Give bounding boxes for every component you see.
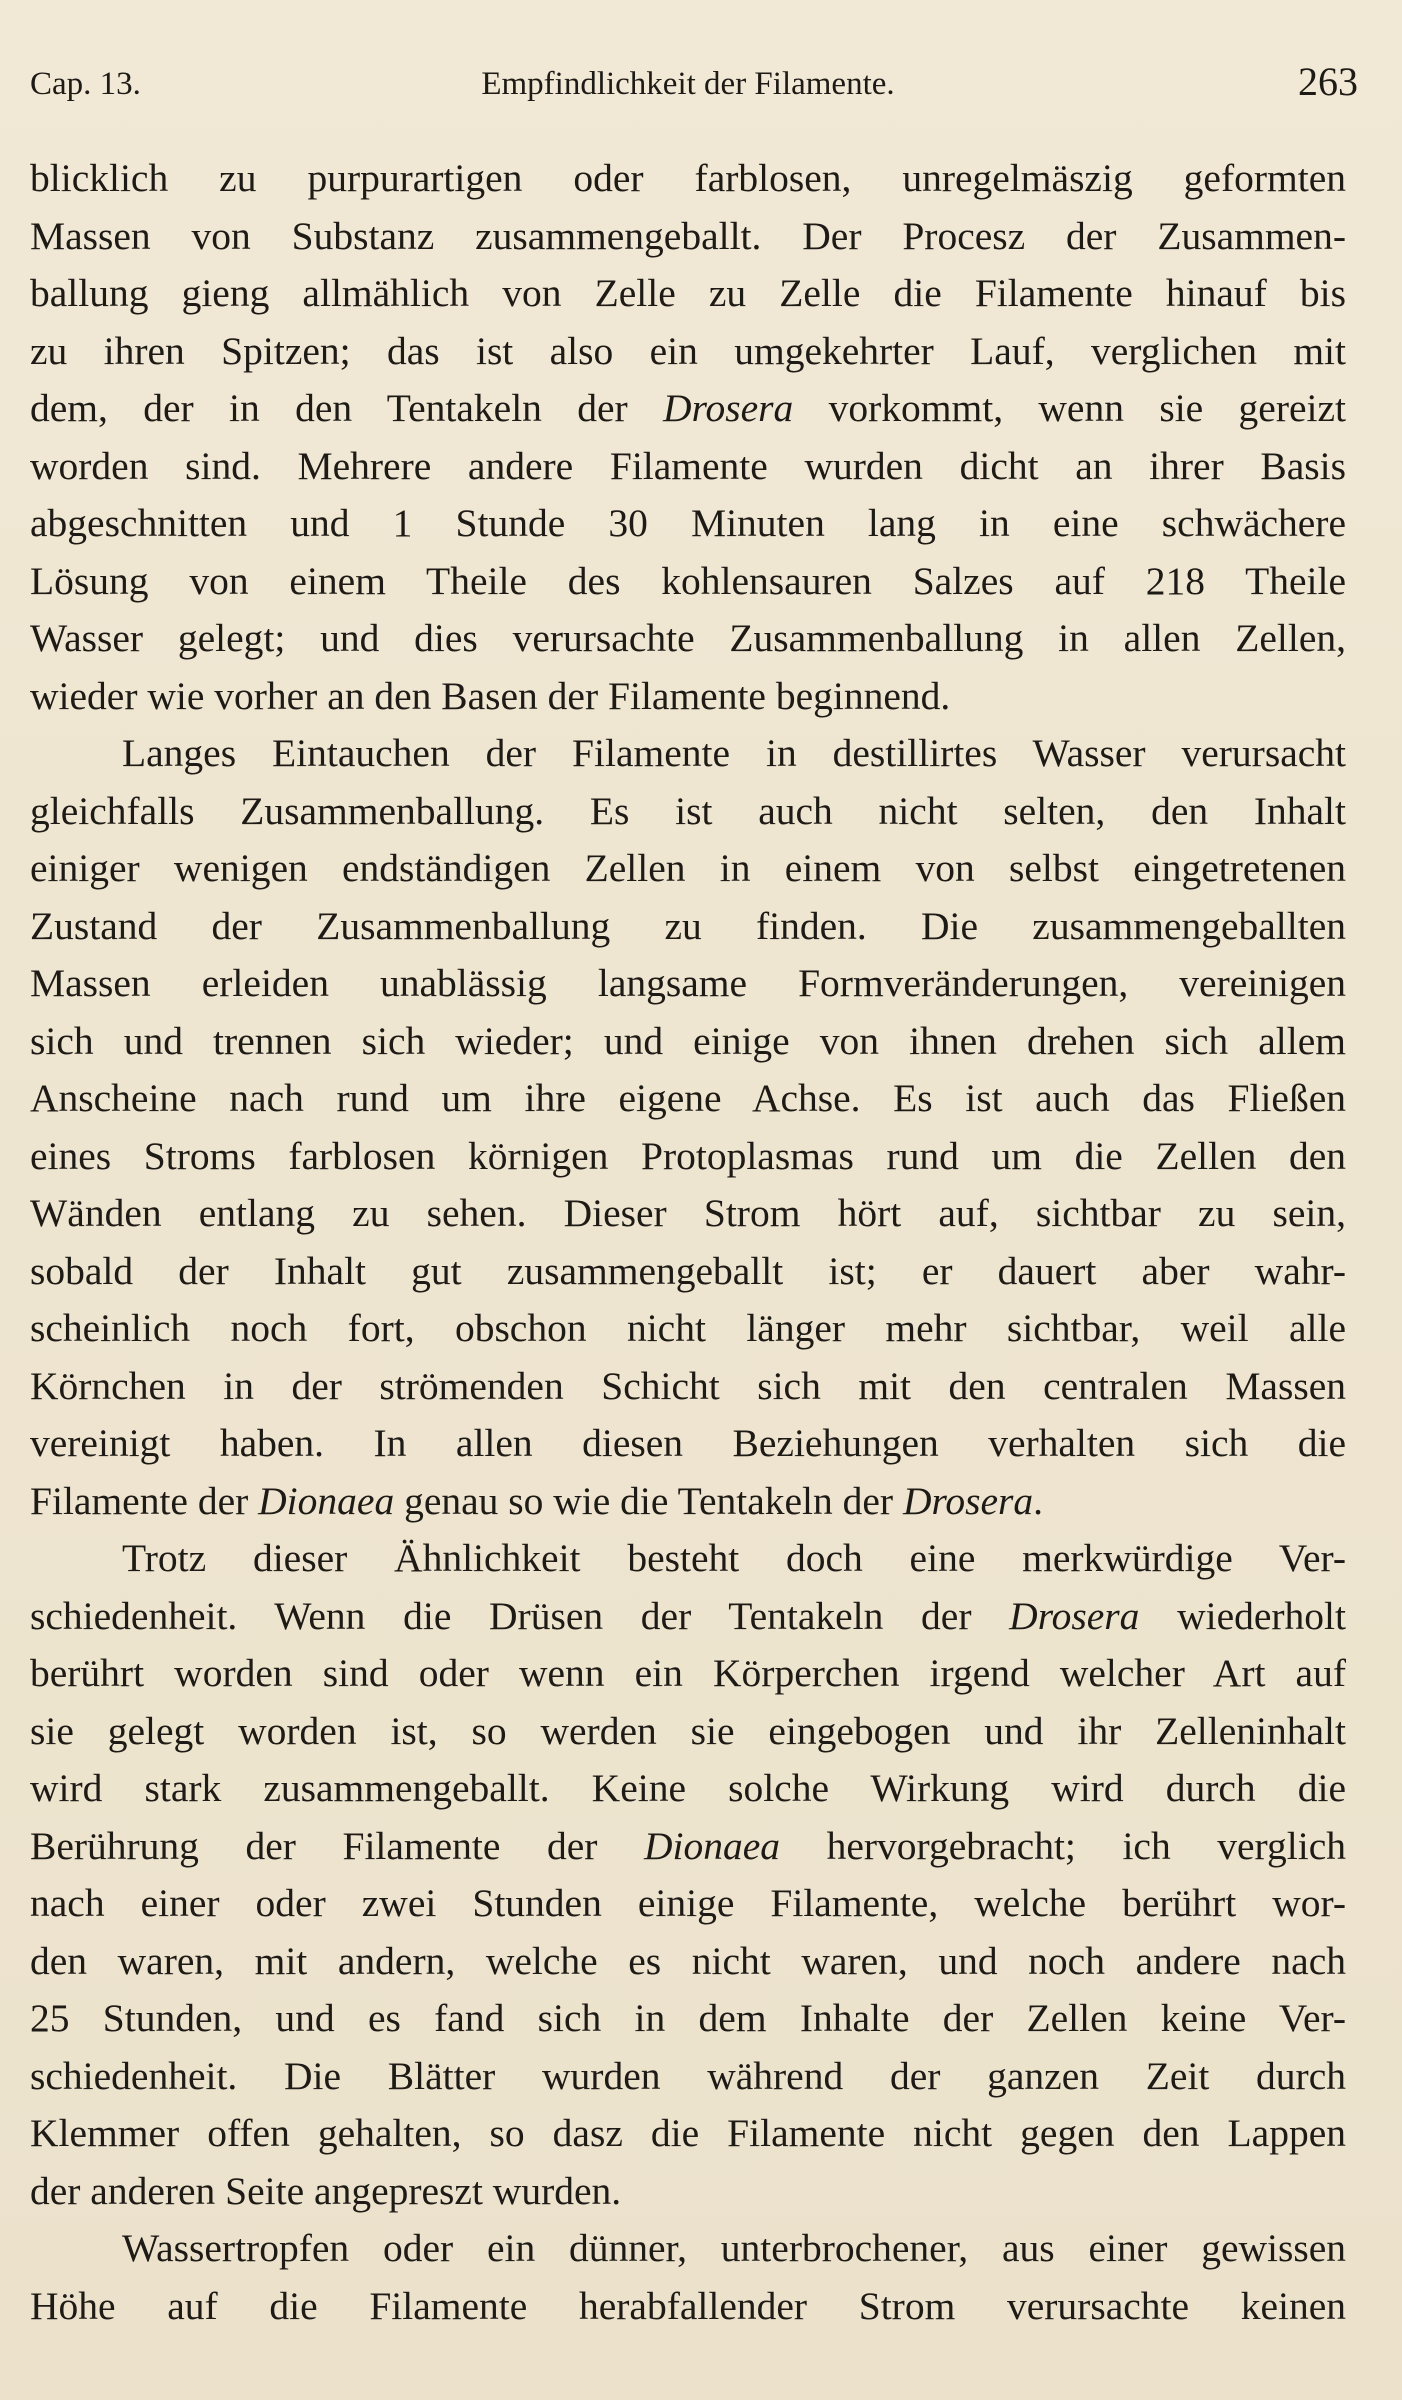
italic-term: Drosera	[1009, 1593, 1140, 1638]
text-line: eines Stroms farblosen körnigen Protoplasmas rund um die Zellen den	[30, 1133, 1346, 1178]
paragraph-1	[30, 150, 1346, 725]
text-line: 25 Stunden, und es fand sich in dem Inhalte der Zellen keine Ver-	[30, 1996, 1346, 2040]
text-line: Höhe auf die Filamente herabfallender Strom verursachte keinen	[30, 2283, 1346, 2328]
text-line: vereinigt haben. In allen diesen Beziehungen verhalten sich die	[30, 1421, 1346, 1465]
text-line: Klemmer offen gehalten, so dasz die Filamente nicht gegen den Lappen	[30, 2111, 1346, 2155]
text-line: schiedenheit. Wenn die Drüsen der Tentakeln der Drosera wiederholt	[30, 1593, 1346, 1638]
text-line: Lösung von einem Theile des kohlensauren Salzes auf 218 Theile	[30, 558, 1346, 603]
text-line: wird stark zusammengeballt. Keine solche Wirkung wird durch die	[30, 1766, 1346, 1810]
text-line: schiedenheit. Die Blätter wurden während der ganzen Zeit durch	[30, 2053, 1346, 2098]
paragraph-4	[30, 2220, 1346, 2335]
text-line: berührt worden sind oder wenn ein Körperchen irgend welcher Art auf	[30, 1651, 1346, 1695]
text-line: den waren, mit andern, welche es nicht waren, und noch andere nach	[30, 1938, 1346, 1983]
page-number: 263	[1298, 59, 1358, 104]
italic-term: Dionaea	[643, 1823, 781, 1868]
text-line: der anderen Seite angepreszt wurden.	[30, 2168, 622, 2213]
text-line: ballung gieng allmählich von Zelle zu Zelle die Filamente hinauf bis	[30, 271, 1346, 315]
text-line: zu ihren Spitzen; das ist also ein umgekehrter Lauf, verglichen mit	[30, 328, 1346, 373]
text-line: sie gelegt worden ist, so werden sie eingebogen und ihr Zelleninhalt	[30, 1708, 1346, 1753]
italic-term: Drosera	[902, 1478, 1034, 1523]
text-line: Anscheine nach rund um ihre eigene Achse. Es ist auch das Fließen	[30, 1076, 1346, 1120]
text-line: Wasser gelegt; und dies verursachte Zusammenballung in allen Zellen,	[30, 616, 1346, 660]
text-line: gleichfalls Zusammenballung. Es ist auch nicht selten, den Inhalt	[30, 788, 1346, 833]
text-line: Körnchen in der strömenden Schicht sich mit den centralen Massen	[30, 1363, 1346, 1408]
text-line: Langes Eintauchen der Filamente in destillirtes Wasser verursacht	[122, 731, 1346, 775]
text-line: Massen von Substanz zusammengeballt. Der Procesz der Zusammen-	[30, 213, 1346, 258]
text-line: worden sind. Mehrere andere Filamente wurden dicht an ihrer Basis	[30, 443, 1346, 488]
italic-term: Dionaea	[258, 1478, 395, 1523]
text-line: sobald der Inhalt gut zusammengeballt ist; er dauert aber wahr-	[30, 1248, 1346, 1293]
text-line: Trotz dieser Ähnlichkeit besteht doch eine merkwürdige Ver-	[122, 1536, 1346, 1580]
italic-term: Drosera	[663, 386, 794, 430]
paragraph-3	[30, 1530, 1346, 2220]
text-line: Filamente der Dionaea genau so wie die Tentakeln der Drosera.	[30, 1478, 1044, 1523]
text-line: scheinlich noch fort, obschon nicht länger mehr sichtbar, weil alle	[30, 1306, 1346, 1350]
text-line: Wänden entlang zu sehen. Dieser Strom hört auf, sichtbar zu sein,	[30, 1191, 1346, 1235]
text-line: blicklich zu purpurartigen oder farblosen, unregelmäszig geformten	[30, 156, 1346, 200]
running-header	[30, 58, 1358, 118]
text-line: Zustand der Zusammenballung zu finden. Die zusammengeballten	[30, 903, 1346, 948]
text-line: sich und trennen sich wieder; und einige von ihnen drehen sich allem	[30, 1018, 1346, 1063]
paragraph-2	[30, 725, 1346, 1530]
chapter-label: Cap. 13.	[30, 66, 141, 102]
running-title: Empfindlichkeit der Filamente.	[481, 66, 895, 102]
text-line: wieder wie vorher an den Basen der Filamente beginnend.	[30, 673, 951, 718]
text-line: Berührung der Filamente der Dionaea hervorgebracht; ich verglich	[30, 1823, 1346, 1868]
text-line: Massen erleiden unablässig langsame Formveränderungen, vereinigen	[30, 961, 1346, 1005]
text-line: dem, der in den Tentakeln der Drosera vorkommt, wenn sie gereizt	[30, 386, 1346, 430]
text-line: nach einer oder zwei Stunden einige Filamente, welche berührt wor-	[30, 1881, 1346, 1925]
text-line: abgeschnitten und 1 Stunde 30 Minuten lang in eine schwächere	[30, 501, 1346, 545]
text-line: einiger wenigen endständigen Zellen in einem von selbst eingetretenen	[30, 846, 1346, 890]
body-text	[30, 150, 1346, 2335]
text-line: Wassertropfen oder ein dünner, unterbrochener, aus einer gewissen	[122, 2226, 1346, 2270]
